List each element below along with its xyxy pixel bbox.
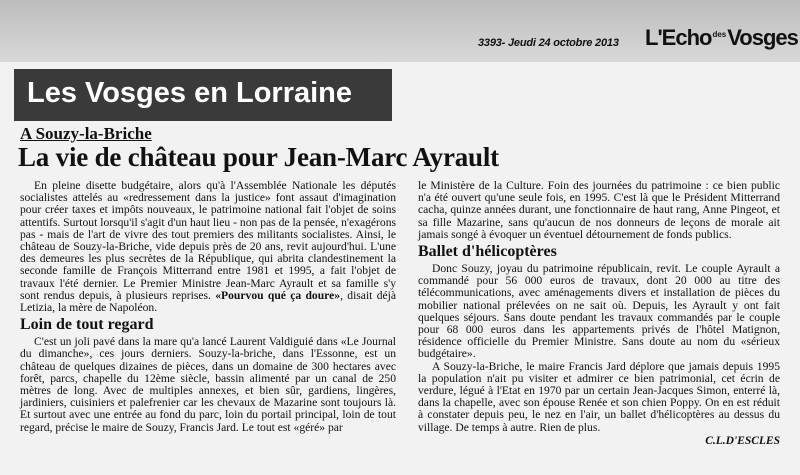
column-left [20, 180, 396, 434]
intro-text: En pleine disette budgétaire, alors qu'à l'Assemblée Nationale les députés socialistes attelés au «redressement dans la justice» font assaut d'imagination pour créer taxes et impôts nouveaux, le patrimoine national fait l'objet de soins attentifs. Surtout lorsqu'il s'agit d'un haut lieu - non pas de la pensée, n'exagérons pas - mais de l'art de vivre des tout premiers des militants socialistes. Ainsi, le château de Souzy-la-Briche, vide depuis près de 20 ans, revit aujourd'hui. L'une des demeures les plus secrètes de la République, qui abrita clandestinement la seconde famille de François Mitterrand entre 1981 et 1995, a fait l'objet de travaux l'été dernier. Le Premier Ministre Jean-Marc Ayrault et sa famille s'y sont rendus depuis, à plusieurs reprises. [20, 179, 396, 302]
paragraph-loin: C'est un joli pavé dans la mare qu'a lancé Laurent Valdiguié dans «Le Journal du dimanche», ces jours derniers. Souzy-la-briche, dans l'Essonne, est un château de quelques dizaines de pièces, dans un domaine de 300 hectares avec forêt, parcs, chapelle du 12ème siècle, bassin alimenté par un canal de 250 mètres de long. Avec de multiples annexes, et bien sûr, gardiens, lingères, jardiniers, cuisiniers et palefrenier car les chevaux de Mazarine sont toujours là. Et surtout avec une entrée au fond du parc, loin du portail principal, loin de tout regard, précise le maire de Souzy, Francis Jard. Le tout est «géré» par [20, 335, 396, 434]
article-kicker: A Souzy-la-Briche [20, 124, 152, 143]
paragraph-maire: A Souzy-la-Briche, le maire Francis Jard déplore que jamais depuis 1995 la population n'ait pu visiter et admirer ce bien patrimonial, cet écrin de verdure, légué à l'Etat en 1970 par un certain Jean-Jacques Simon, enterré là, dans la chapelle, avec son épouse Renée et son chien Poppy. On en est réduit à constater depuis peu, le nez en l'air, un ballet d'hélicoptères au dessus du village. De temps à autre. Rien de plus. [418, 359, 780, 434]
logo-part-des: des [712, 30, 727, 39]
paragraph-intro [20, 180, 396, 314]
section-banner [14, 69, 392, 121]
logo-part-echo: L'Echo [645, 25, 712, 50]
newspaper-logo [645, 25, 798, 51]
paragraph-ministere: le Ministère de la Culture. Foin des journées du patrimoine : ce bien public n'a été ouvert qu'une seule fois, en 1995. C'est là que le Président Mitterrand cacha, quinze années durant, une fonctionnaire de haut rang, Anne Pingeot, et sa fille Mazarine, sans qu'aucun de nos donneurs de leçons de morale ait jamais songé à évoquer un éventuel détournement de fonds publics. [418, 179, 780, 241]
intro-quote: «Pourvou qué ça doure» [215, 288, 341, 302]
paragraph-souzy: Donc Souzy, joyau du patrimoine républicain, revit. Le couple Ayrault a commandé pour 56 000 euros de travaux, dont 20 000 au titre des télécommunications, avec aménagements divers et installation de pièces du mobilier national prélevées on ne sait où. Depuis, les Ayrault y ont fait quelques séjours. Sans doute pendant les travaux commandés par le couple pour 68 000 euros dans les appartements privés de l'hôtel Matignon, résidence officielle du Premier Ministre. Sans doute au nom du «sérieux budgétaire». [418, 262, 780, 361]
logo-part-vosges: Vosges [727, 25, 798, 50]
issue-date: 3393- Jeudi 24 octobre 2013 [478, 37, 619, 49]
subhead-loin: Loin de tout regard [20, 316, 154, 334]
column-right [418, 180, 780, 447]
subhead-ballet: Ballet d'hélicoptères [418, 243, 557, 261]
intro-quote-end: , disait déjà Letizia, la mère de Napoléon. [20, 288, 397, 315]
article-headline: La vie de château pour Jean-Marc Ayrault [18, 142, 499, 172]
section-title: Les Vosges en Lorraine [27, 77, 353, 109]
byline: C.L.D'ESCLES [705, 434, 780, 447]
